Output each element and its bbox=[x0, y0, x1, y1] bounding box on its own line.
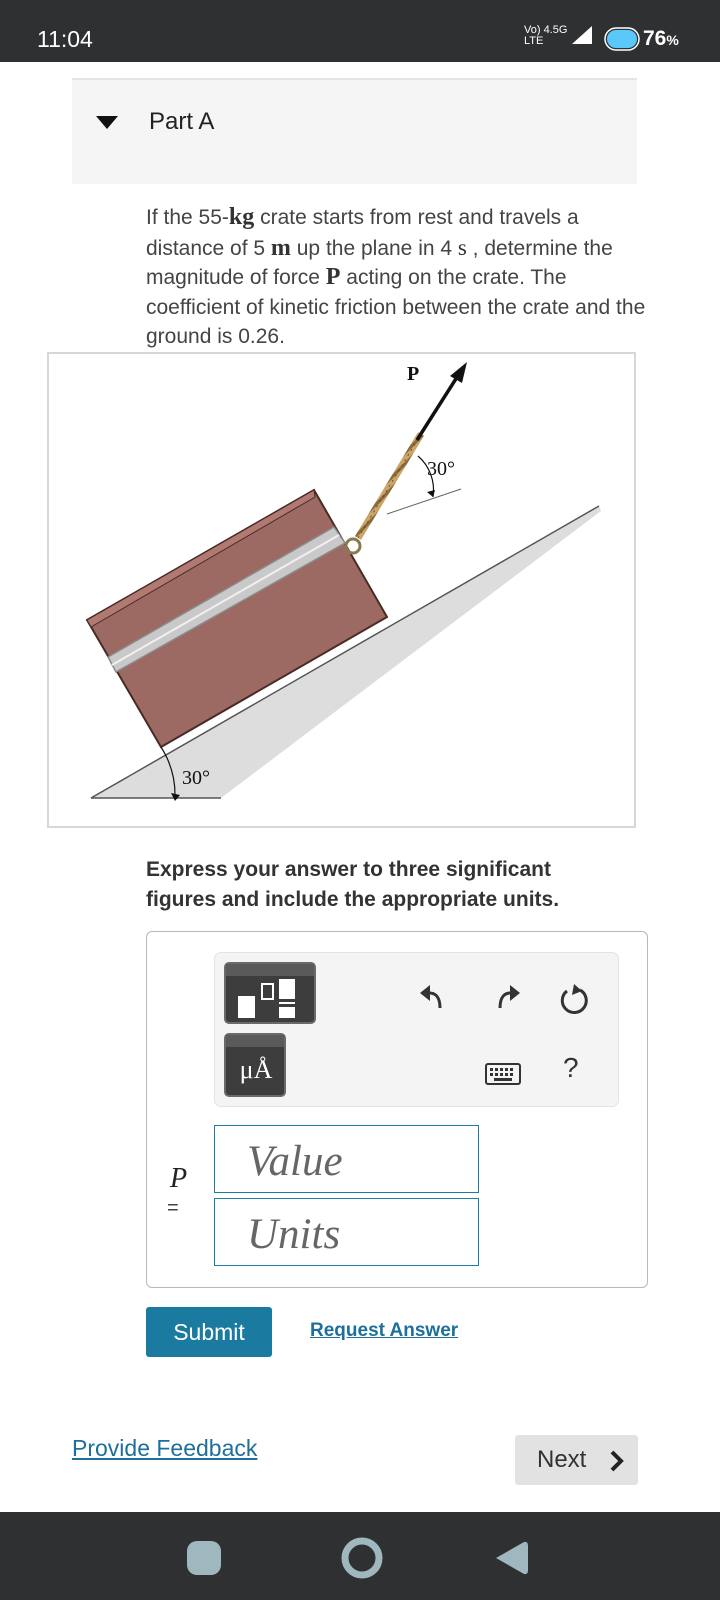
templates-button[interactable] bbox=[224, 962, 316, 1024]
redo-icon[interactable] bbox=[492, 982, 520, 1010]
equals-sign: = bbox=[167, 1197, 179, 1219]
problem-statement: If the 55-kg crate starts from rest and travels a distance of 5 m up the plane in 4 s , determine the magnitude of force P acting on the crate. The coefficient of kinetic friction between the crate and the ground is 0.26. bbox=[146, 204, 646, 348]
submit-button[interactable]: Submit bbox=[146, 1307, 272, 1357]
crate-diagram bbox=[49, 354, 638, 830]
system-nav-bar bbox=[0, 1512, 720, 1600]
status-bar bbox=[0, 0, 720, 62]
variable-label: P bbox=[170, 1163, 188, 1194]
provide-feedback-link[interactable]: Provide Feedback bbox=[72, 1435, 258, 1461]
network-indicator bbox=[524, 25, 567, 47]
rope-reference-line bbox=[387, 489, 461, 514]
units-input[interactable] bbox=[214, 1198, 479, 1266]
back-icon[interactable] bbox=[492, 1539, 532, 1577]
help-button[interactable]: ? bbox=[563, 1052, 579, 1083]
crate-ring bbox=[346, 539, 360, 553]
undo-icon[interactable] bbox=[420, 982, 448, 1010]
value-input[interactable] bbox=[214, 1125, 479, 1193]
home-icon[interactable] bbox=[341, 1537, 383, 1579]
answer-instruction: Express your answer to three significant figures and include the appropriate units. bbox=[146, 858, 560, 911]
incline-angle-label: 30° bbox=[182, 767, 210, 789]
caret-down-icon[interactable] bbox=[96, 116, 118, 130]
signal-icon bbox=[570, 25, 594, 45]
network-lte: LTE bbox=[524, 35, 544, 47]
problem-figure bbox=[47, 352, 636, 828]
recents-icon[interactable] bbox=[185, 1539, 223, 1577]
reset-icon[interactable] bbox=[558, 983, 590, 1015]
request-answer-link[interactable]: Request Answer bbox=[310, 1320, 459, 1341]
keyboard-icon[interactable] bbox=[485, 1063, 521, 1085]
templates-icon bbox=[226, 964, 314, 1022]
part-title[interactable]: Part A bbox=[149, 108, 215, 135]
rope-angle-label: 30° bbox=[427, 458, 455, 480]
battery-percent: 76% bbox=[643, 27, 679, 50]
status-time: 11:04 bbox=[37, 26, 93, 52]
battery-icon bbox=[604, 27, 640, 51]
chevron-right-icon bbox=[610, 1450, 624, 1472]
next-button[interactable] bbox=[515, 1435, 638, 1485]
crate-side bbox=[87, 490, 387, 747]
units-icon: μÅ bbox=[239, 1055, 273, 1084]
force-arrow bbox=[417, 374, 459, 440]
next-label: Next bbox=[537, 1446, 587, 1473]
force-label: P bbox=[407, 363, 420, 385]
network-type: Vo) 4.5G bbox=[524, 24, 568, 36]
